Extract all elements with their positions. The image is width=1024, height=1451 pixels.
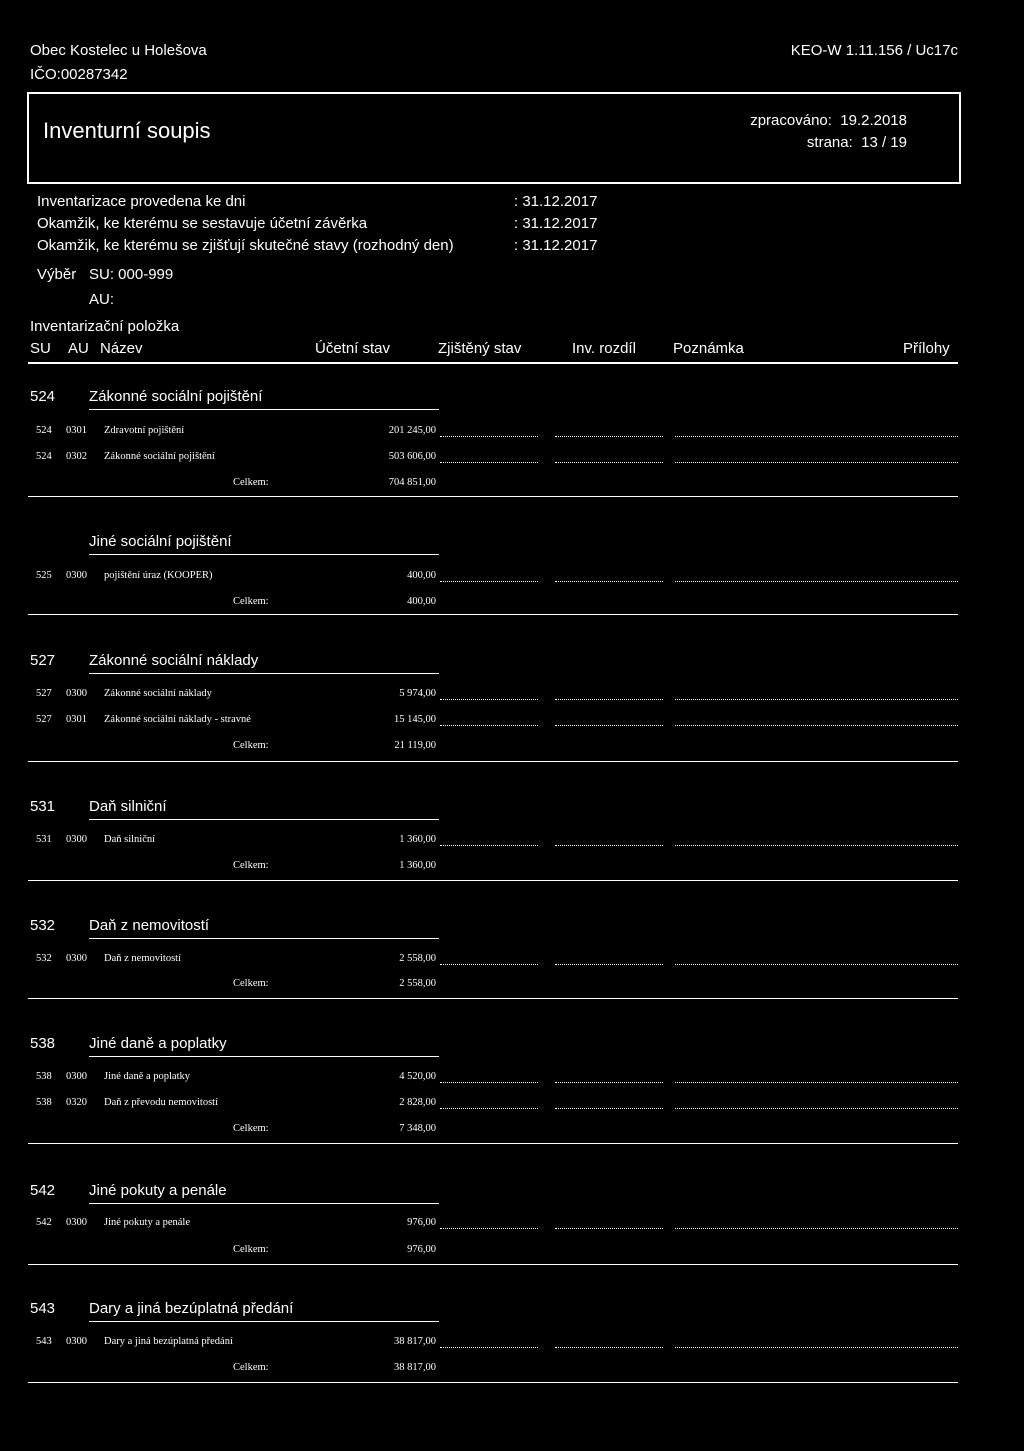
note-field [675, 1347, 958, 1348]
found-state-field [440, 1228, 538, 1229]
report-code: KEO-W 1.11.156 / Uc17c [790, 42, 958, 59]
section-underline [89, 554, 439, 555]
row-name: Zákonné sociální náklady [104, 688, 212, 699]
row-amount: 4 520,00 [399, 1071, 436, 1082]
section-total: 2 558,00 [399, 978, 436, 989]
row-su: 524 [36, 425, 52, 436]
section-title: Zákonné sociální náklady [89, 652, 259, 669]
processed-label: zpracováno: [750, 112, 832, 129]
section-total: 976,00 [407, 1244, 436, 1255]
found-state-field [440, 1347, 538, 1348]
info-label-inventory-date: Inventarizace provedena ke dni [37, 193, 246, 210]
inv-difference-field [555, 1228, 663, 1229]
inv-difference-field [555, 1108, 663, 1109]
note-field [675, 1082, 958, 1083]
row-au: 0301 [66, 714, 87, 725]
total-label: Celkem: [233, 860, 269, 871]
total-label: Celkem: [233, 477, 269, 488]
inv-difference-field [555, 436, 663, 437]
section-code: 542 [30, 1182, 56, 1199]
row-su: 538 [36, 1071, 52, 1082]
organization-name: Obec Kostelec u Holešova [30, 42, 207, 59]
column-group-title: Inventarizační položka [30, 318, 180, 335]
row-name: Jiné daně a poplatky [104, 1071, 191, 1082]
row-name: pojištění úraz (KOOPER) [104, 570, 213, 581]
row-au: 0300 [66, 834, 87, 845]
total-label: Celkem: [233, 978, 269, 989]
page-value: 13 / 19 [861, 134, 907, 151]
row-amount: 503 606,00 [388, 451, 436, 462]
row-name: Daň silniční [104, 834, 156, 845]
info-value-inventory-date: : 31.12.2017 [514, 193, 598, 210]
row-amount: 201 245,00 [388, 425, 436, 436]
processed-value: 19.2.2018 [840, 112, 907, 129]
inv-difference-field [555, 845, 663, 846]
row-au: 0300 [66, 1217, 87, 1228]
info-value-closing-date: : 31.12.2017 [514, 215, 598, 232]
column-note: Poznámka [673, 340, 744, 357]
section-underline [89, 1056, 439, 1057]
section-title: Daň silniční [89, 798, 167, 815]
info-value-decisive-date: : 31.12.2017 [514, 237, 598, 254]
row-su: 531 [36, 834, 52, 845]
row-name: Dary a jiná bezúplatná předání [104, 1336, 233, 1347]
section-underline [89, 938, 439, 939]
note-field [675, 462, 958, 463]
found-state-field [440, 725, 538, 726]
note-field [675, 699, 958, 700]
row-name: Zákonné sociální pojištění [104, 451, 215, 462]
column-su: SU [30, 340, 51, 357]
section-total: 1 360,00 [399, 860, 436, 871]
section-code: 538 [30, 1035, 56, 1052]
row-amount: 400,00 [407, 570, 436, 581]
section-title: Jiné pokuty a penále [89, 1182, 227, 1199]
row-amount: 38 817,00 [394, 1336, 436, 1347]
found-state-field [440, 436, 538, 437]
info-label-decisive-date: Okamžik, ke kterému se zjišťují skutečné stavy (rozhodný den) [37, 237, 454, 254]
section-title: Daň z nemovitostí [89, 917, 210, 934]
found-state-field [440, 1108, 538, 1109]
section-code: 532 [30, 917, 56, 934]
section-divider [28, 1382, 958, 1383]
row-au: 0300 [66, 688, 87, 699]
row-name: Zdravotní pojištění [104, 425, 185, 436]
section-divider [28, 496, 958, 497]
note-field [675, 436, 958, 437]
section-title: Jiné sociální pojištění [89, 533, 232, 550]
total-label: Celkem: [233, 1244, 269, 1255]
inv-difference-field [555, 581, 663, 582]
row-au: 0300 [66, 1071, 87, 1082]
row-name: Jiné pokuty a penále [104, 1217, 191, 1228]
section-divider [28, 880, 958, 881]
column-found-state: Zjištěný stav [438, 340, 522, 357]
inv-difference-field [555, 964, 663, 965]
column-accounting-state: Účetní stav [315, 340, 391, 357]
info-label-closing-date: Okamžik, ke kterému se sestavuje účetní závěrka [37, 215, 368, 232]
section-divider [28, 998, 958, 999]
total-label: Celkem: [233, 1362, 269, 1373]
row-au: 0302 [66, 451, 87, 462]
row-au: 0301 [66, 425, 87, 436]
found-state-field [440, 845, 538, 846]
inv-difference-field [555, 699, 663, 700]
row-amount: 976,00 [407, 1217, 436, 1228]
row-amount: 2 558,00 [399, 953, 436, 964]
inv-difference-field [555, 1082, 663, 1083]
section-divider [28, 614, 958, 615]
row-amount: 5 974,00 [399, 688, 436, 699]
found-state-field [440, 699, 538, 700]
row-name: Zákonné sociální náklady - stravné [104, 714, 251, 725]
section-underline [89, 673, 439, 674]
row-su: 538 [36, 1097, 52, 1108]
total-label: Celkem: [233, 1123, 269, 1134]
section-total: 704 851,00 [388, 477, 436, 488]
inv-difference-field [555, 725, 663, 726]
section-code: 527 [30, 652, 56, 669]
section-divider [28, 1143, 958, 1144]
page-label: strana: [806, 134, 853, 151]
section-divider [28, 761, 958, 762]
section-code: 531 [30, 798, 56, 815]
row-amount: 1 360,00 [399, 834, 436, 845]
note-field [675, 1108, 958, 1109]
section-total: 21 119,00 [394, 740, 436, 751]
row-name: Daň z převodu nemovitostí [104, 1097, 219, 1108]
section-title: Zákonné sociální pojištění [89, 388, 263, 405]
selection-su: SU: 000-999 [89, 266, 174, 283]
section-underline [89, 409, 439, 410]
row-su: 543 [36, 1336, 52, 1347]
row-su: 527 [36, 714, 52, 725]
section-divider [28, 1264, 958, 1265]
total-label: Celkem: [233, 596, 269, 607]
section-underline [89, 1321, 439, 1322]
note-field [675, 964, 958, 965]
column-attachments: Přílohy [903, 340, 950, 357]
row-su: 532 [36, 953, 52, 964]
row-au: 0320 [66, 1097, 87, 1108]
section-underline [89, 1203, 439, 1204]
found-state-field [440, 964, 538, 965]
section-code: 543 [30, 1300, 56, 1317]
title-box [27, 92, 961, 184]
column-inv-difference: Inv. rozdíl [572, 340, 636, 357]
selection-label: Výběr [37, 266, 77, 283]
total-label: Celkem: [233, 740, 269, 751]
row-amount: 15 145,00 [394, 714, 436, 725]
row-name: Daň z nemovitostí [104, 953, 181, 964]
column-name: Název [100, 340, 143, 357]
section-underline [89, 819, 439, 820]
row-au: 0300 [66, 1336, 87, 1347]
column-au: AU [68, 340, 89, 357]
section-total: 7 348,00 [399, 1123, 436, 1134]
section-title: Jiné daně a poplatky [89, 1035, 227, 1052]
row-amount: 2 828,00 [399, 1097, 436, 1108]
processing-info [750, 110, 907, 154]
found-state-field [440, 581, 538, 582]
section-total: 38 817,00 [394, 1362, 436, 1373]
section-total: 400,00 [407, 596, 436, 607]
found-state-field [440, 462, 538, 463]
row-au: 0300 [66, 953, 87, 964]
note-field [675, 1228, 958, 1229]
organization-ico: IČO:00287342 [30, 66, 128, 83]
inv-difference-field [555, 1347, 663, 1348]
note-field [675, 845, 958, 846]
row-su: 525 [36, 570, 52, 581]
row-su: 524 [36, 451, 52, 462]
inv-difference-field [555, 462, 663, 463]
row-su: 542 [36, 1217, 52, 1228]
selection-au: AU: [89, 291, 115, 308]
found-state-field [440, 1082, 538, 1083]
note-field [675, 581, 958, 582]
row-au: 0300 [66, 570, 87, 581]
row-su: 527 [36, 688, 52, 699]
page-title: Inventurní soupis [43, 118, 211, 143]
section-code: 524 [30, 388, 56, 405]
note-field [675, 725, 958, 726]
section-title: Dary a jiná bezúplatná předání [89, 1300, 294, 1317]
header-divider [28, 362, 958, 364]
